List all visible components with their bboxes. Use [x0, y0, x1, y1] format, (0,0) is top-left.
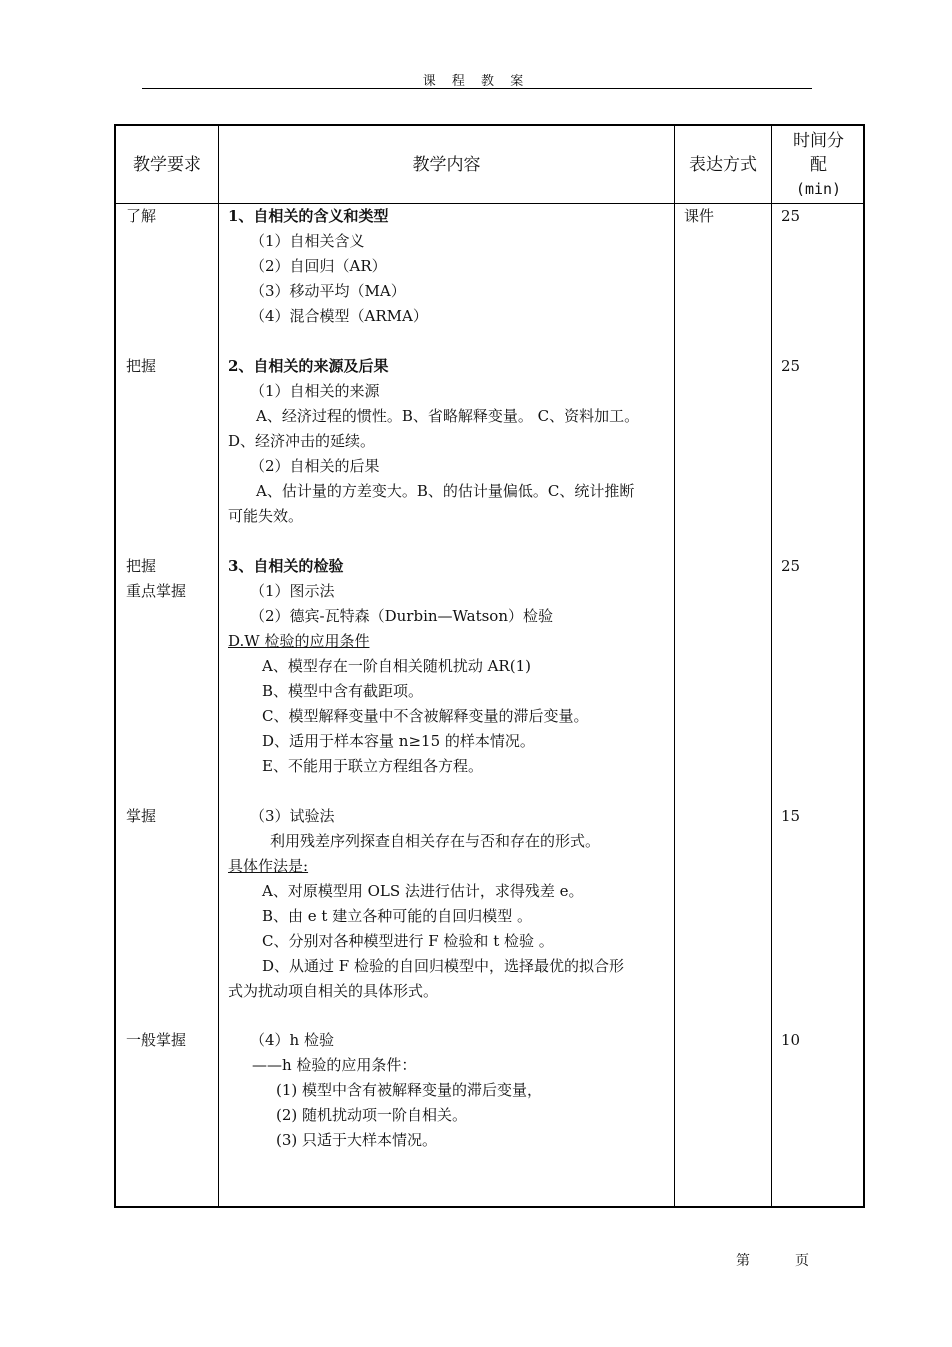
method-label: 课件: [684, 207, 715, 225]
time-value: 15: [781, 807, 801, 825]
content-line: B、模型中含有截距项。: [262, 682, 424, 700]
column-header-requirement: 教学要求: [133, 154, 201, 175]
content-line: B、由 e t 建立各种可能的自回归模型 。: [262, 907, 533, 925]
content-line: ——h 检验的应用条件：: [252, 1056, 417, 1074]
time-value: 25: [781, 207, 801, 225]
time-value: 25: [781, 557, 801, 575]
content-line: A、对原模型用 OLS 法进行估计，求得残差 e。: [262, 882, 584, 900]
content-line: D、从通过 F 检验的自回归模型中，选择最优的拟合形: [262, 957, 624, 975]
column-header-time: [772, 126, 865, 203]
content-line: （4）混合模型（ARMA）: [250, 307, 428, 325]
requirement-label: 把握: [126, 557, 157, 575]
content-line: A、经济过程的惯性。B、省略解释变量。 C、资料加工。: [256, 407, 640, 425]
content-line: （1）自相关含义: [250, 232, 365, 250]
content-line: D、适用于样本容量 n≥15 的样本情况。: [262, 732, 535, 750]
requirement-label: 把握: [126, 357, 157, 375]
footer-page-suffix: 页: [795, 1253, 809, 1269]
content-line: D、经济冲击的延续。: [228, 432, 376, 450]
content-line: （2）自相关的后果: [250, 457, 380, 475]
requirement-label: 了解: [126, 207, 157, 225]
time-header-line: 时间分: [793, 130, 844, 151]
content-line: （4）h 检验: [250, 1031, 334, 1049]
time-value: 25: [781, 357, 801, 375]
page-header-title: 课 程 教 案: [422, 74, 530, 89]
column-divider: [771, 126, 772, 1206]
content-line: (1) 模型中含有被解释变量的滞后变量，: [276, 1081, 543, 1099]
time-header-line: (min): [795, 179, 842, 198]
content-line: （3）移动平均（MA）: [250, 282, 406, 300]
section-heading: 2、自相关的来源及后果: [228, 357, 389, 375]
column-header-content: 教学内容: [412, 154, 481, 175]
requirement-label: 掌握: [126, 807, 157, 825]
requirement-label: 重点掌握: [126, 582, 187, 600]
content-line: （2）德宾-瓦特森（Durbin—Watson）检验: [250, 607, 554, 625]
column-header-method: 表达方式: [689, 154, 757, 175]
lesson-plan-table: [114, 124, 865, 1208]
content-line: （1）图示法: [250, 582, 335, 600]
content-subheading: 具体作法是:: [228, 857, 309, 875]
content-line: A、估计量的方差变大。B、的估计量偏低。C、统计推断: [256, 482, 635, 500]
content-line: A、模型存在一阶自相关随机扰动 AR(1): [262, 657, 531, 675]
time-value: 10: [781, 1031, 801, 1049]
column-divider: [218, 126, 219, 1206]
section-heading: 3、自相关的检验: [228, 557, 344, 575]
time-header-line: 配: [810, 154, 827, 175]
content-line: 利用残差序列探查自相关存在与否和存在的形式。: [270, 832, 601, 850]
content-line: C、模型解释变量中不含被解释变量的滞后变量。: [262, 707, 589, 725]
content-line: （1）自相关的来源: [250, 382, 380, 400]
content-line: （2）自回归（AR）: [250, 257, 387, 275]
content-line: E、不能用于联立方程组各方程。: [262, 757, 483, 775]
header-rule: [142, 88, 812, 89]
footer-page-prefix: 第: [736, 1253, 750, 1269]
content-line: C、分别对各种模型进行 F 检验和 t 检验 。: [262, 932, 554, 950]
content-line: 式为扰动项自相关的具体形式。: [228, 982, 439, 1000]
requirement-label: 一般掌握: [126, 1031, 187, 1049]
content-line: (2) 随机扰动项一阶自相关。: [276, 1106, 468, 1124]
content-line: （3）试验法: [250, 807, 335, 825]
content-subheading: D.W 检验的应用条件: [228, 632, 370, 650]
content-line: 可能失效。: [228, 507, 304, 525]
content-line: (3) 只适于大样本情况。: [276, 1131, 438, 1149]
section-heading: 1、自相关的含义和类型: [228, 207, 389, 225]
